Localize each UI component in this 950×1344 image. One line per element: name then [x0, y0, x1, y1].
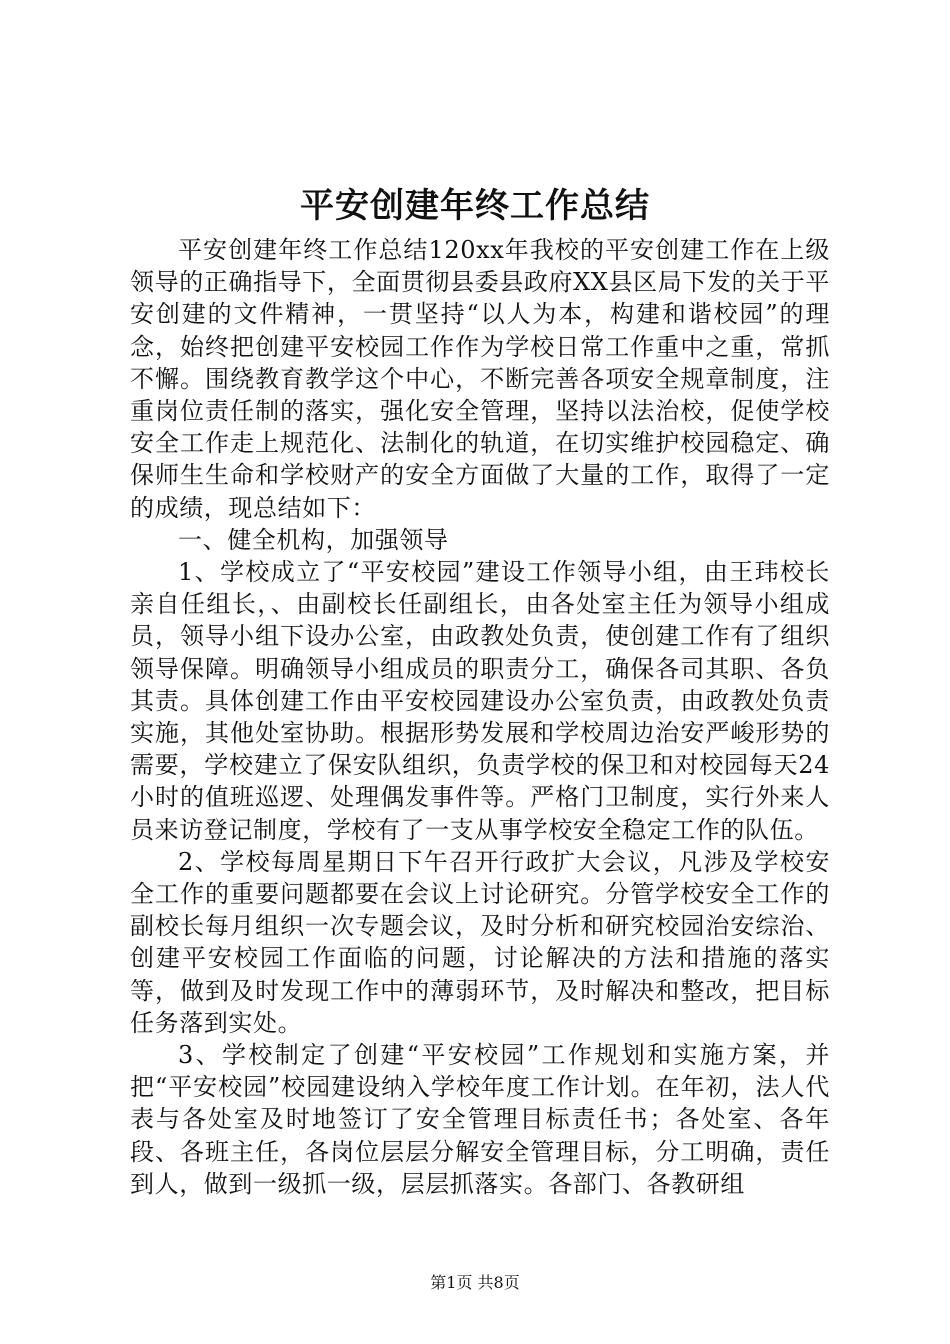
document-body [130, 234, 830, 1200]
paragraph-intro: 平安创建年终工作总结120xx年我校的平安创建工作在上级领导的正确指导下，全面贯彻县委县政府XX县区局下发的关于平安创建的文件精神，一贯坚持“以人为本，构建和谐校园”的理念，始终把创建平安校园工作作为学校日常工作重中之重，常抓不懈。围绕教育教学这个中心，不断完善各项安全规章制度，注重岗位责任制的落实，强化安全管理，坚持以法治校，促使学校安全工作走上规范化、法制化的轨道，在切实维护校园稳定、确保师生生命和学校财产的安全方面做了大量的工作，取得了一定的成绩，现总结如下： [130, 236, 830, 522]
section-heading-1: 一、健全机构，加强领导 [178, 525, 449, 554]
document-title: 平安创建年终工作总结 [300, 186, 650, 226]
page-number-footer: 第1页 共8页 [430, 1273, 520, 1292]
paragraph-item-2: 2、学校每周星期日下午召开行政扩大会议，凡涉及学校安全工作的重要问题都要在会议上讨论研究。分管学校安全工作的副校长每月组织一次专题会议，及时分析和研究校园治安综治、创建平安校园工作面临的问题，讨论解决的方法和措施的落实等，做到及时发现工作中的薄弱环节，及时解决和整改，把目标任务落到实处。 [130, 847, 830, 1037]
paragraph-item-3: 3、学校制定了创建“平安校园”工作规划和实施方案，并把“平安校园”校园建设纳入学校年度工作计划。在年初，法人代表与各处室及时地签订了安全管理目标责任书；各处室、各年段、各班主任，各岗位层层分解安全管理目标，分工明确，责任到人，做到一级抓一级，层层抓落实。各部门、各教研组 [130, 1041, 830, 1198]
paragraph-item-1: 1、学校成立了“平安校园”建设工作领导小组，由王玮校长亲自任组长，、由副校长任副组长，由各处室主任为领导小组成员，领导小组下设办公室，由政教处负责，使创建工作有了组织领导保障。明确领导小组成员的职责分工，确保各司其职、各负其责。具体创建工作由平安校园建设办公室负责，由政教处负责实施，其他处室协助。根据形势发展和学校周边治安严峻形势的需要，学校建立了保安队组织，负责学校的保卫和对校园每天24小时的值班巡逻、处理偶发事件等。严格门卫制度，实行外来人员来访登记制度，学校有了一支从事学校安全稳定工作的队伍。 [130, 558, 830, 844]
